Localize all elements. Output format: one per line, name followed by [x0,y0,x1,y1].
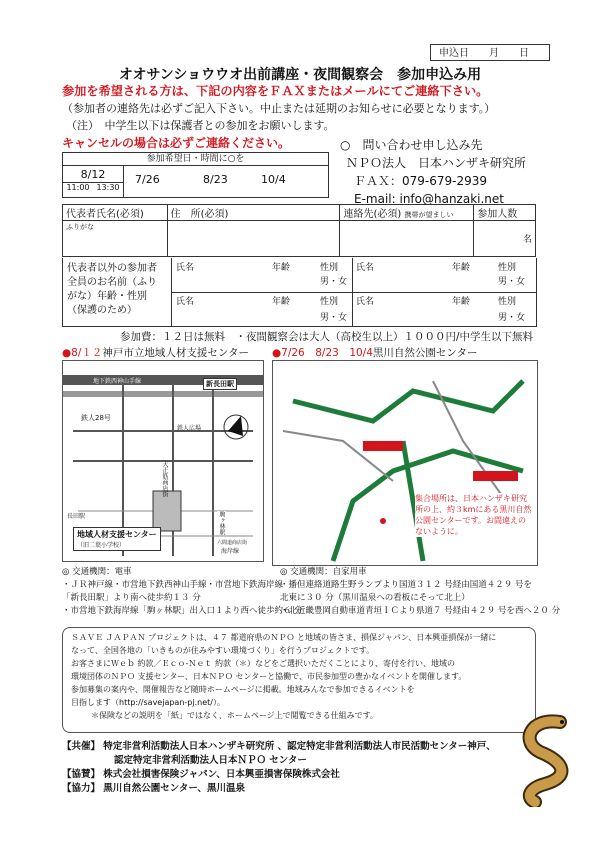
credit-sponsor: 【協賛】 株式会社損害保険ジャパン、日本興亜損害保険株式会社 [62,769,340,780]
address-field[interactable] [167,221,340,257]
save-l1: ＳＡＶＥ ＪＡＰＡＮ プロジェクトは、４７ 都道府県のＮＰＯ と地域の皆さま、損保ジャパン、日本興亜損保が一緒に [71,633,497,642]
map-kobe [62,360,264,562]
map1-center-sub: （旧二葉小学校） [77,542,126,549]
save-l5: 参加募集の案内や、開催報告など随時ホームページに掲載。地域みんなで参加できるイベントを [71,685,415,694]
map1-label-rokkenmichi: 六間道商店街 [217,540,248,546]
credits [62,740,496,796]
contact-email: E-mail: info@hanzaki.net [354,192,504,206]
credit-cooperation: 【協力】 黒川自然公園センター、黒川温泉 [62,783,246,794]
map1-center: 地域人材支援センター [77,530,157,539]
map1-label-shotengai: 大正筋商店街 [161,461,168,497]
sex-choice-1[interactable]: 男・女 [320,277,348,287]
count-unit: 名 [522,235,532,245]
access-train-l3: ・市営地下鉄海岸線「駒ヶ林駅」出入口１より西へ徒歩約６ 分 [62,606,303,616]
date-7-26[interactable]: 7/26 [135,173,160,186]
rep-name-field[interactable] [63,221,168,257]
venue1-heading [62,345,249,360]
access-train-heading: ◎ 交通機関：電車 [62,567,132,577]
venue2-name: 黒川自然公園センター [372,347,478,359]
map-kurokawa [272,360,538,566]
sex-choice-2[interactable]: 男・女 [498,277,526,287]
credit-cohost-2: 認定特定非営利活動法人日本ＮＰＯ センター [114,755,307,766]
count-header: 参加人数 [474,205,536,221]
name-label-4: 氏名 [356,297,375,307]
sex-label-3: 性別 [320,297,339,307]
notice-red: 参加を希望される方は、下記の内容をＦＡＸまたはメールにてご連絡下さい。 [62,84,489,98]
tel-field[interactable] [340,221,474,257]
dates-header: 参加希望日・時間に○を [63,153,328,166]
fee-line: 参加費：１２日は無料 ・夜間観察会は大人（高校生以上）１０００円/中学生以下無料 [120,331,534,343]
save-l2: なって、全国各地の「いきものが住みやすい環境づくり」を行うプロジェクトです。 [71,646,375,655]
application-form [62,204,536,257]
contact-org: ＮＰＯ法人 日本ハンザキ研究所 [346,156,527,170]
others-box [62,258,537,327]
age-label-2: 年齢 [452,263,471,273]
map1-label-nagata: 長田駅 [67,513,86,520]
venue2-heading [272,345,478,360]
tel-note: 携帯が望ましい [404,211,454,219]
map1-station: 新長田駅 [203,378,237,390]
age-label-1: 年齢 [272,263,291,273]
sex-choice-3[interactable]: 男・女 [320,313,348,323]
credit-cohost: 【共催】 特定非営利活動法人日本ハンザキ研究所 、認定特定非営利活動法人市民活動センター神戸、 [62,741,496,752]
map1-center-label [73,527,161,551]
save-l3: お客さまにＷｅｂ 約款／Ｅｃｏ-Ｎｅｔ 約款（＊）などをご選択いただくことにより、寄付を行い、地域の [71,659,455,668]
access-car-heading: ◎ 交通機関：自家用車 [280,567,367,577]
name-label-2: 氏名 [356,263,375,273]
venue2-date: ●7/26 8/23 10/4 [272,347,373,359]
venue1-date: ●8/１２ [62,347,103,359]
contact-fax: ＦＡＸ：079-679-2939 [354,174,488,188]
name-label-1: 氏名 [176,263,195,273]
save-l7: ＊保険などの説明を「紙」ではなく、ホームページ上で閲覧できる仕組みです。 [91,711,379,720]
access-train [62,566,303,618]
contact-block [340,136,526,208]
age-label-3: 年齢 [272,297,291,307]
date-10-4[interactable]: 10/4 [261,173,286,186]
notice-contact: （参加者の連絡先は必ずご記入下さい。中止または延期のお知らせに必要となります。） [62,102,496,115]
access-car-l1: ・播但連絡道路生野ランプより国道３１２ 号経由国道４２９ 号を [280,580,532,590]
receipt-date-label: 申込日 月 日 [439,48,529,59]
date-8-23[interactable]: 8/23 [203,173,228,186]
date-8-12[interactable]: 8/12 [80,168,106,181]
map1-label-seishin: 地下鉄西神山手線 [93,378,142,385]
salamander-illustration [510,712,582,807]
contact-heading: ○ 問い合わせ申し込み先 [340,138,483,152]
access-train-l2: 「新長田駅」より南へ徒歩約１３ 分 [62,593,201,603]
notice-minor: （注） 中学生以下は保護者との参加をお願いします。 [66,119,335,132]
map2-note: 集合場所は、日本ハンザキ研究所の上、約３kmにある黒川自然公園センターです。お間違えのないように。 [415,494,532,536]
age-label-4: 年齢 [452,297,471,307]
furigana-label: ふりがな [66,223,94,231]
sex-label-2: 性別 [498,263,517,273]
access-train-l1: ・ＪＲ神戸線・市営地下鉄西神山手線・市営地下鉄海岸線 [62,580,284,590]
map1-label-plaza: 鉄人広場 [177,425,202,432]
others-label: 代表者以外の参加者全員のお名前（ふりがな）年齢・性別（保護のため） [67,263,157,316]
access-car [280,566,560,618]
name-label-3: 氏名 [176,297,195,307]
save-l6: 目指します（http://savejapan-pj.net/）。 [71,698,225,707]
access-car-l3: ・北近畿豊岡自動車道青垣ＩＣより県道７ 号経由４２９ 号を西へ２０ 分 [280,606,561,616]
sex-label-4: 性別 [498,297,517,307]
map1-label-tetsujin: 鉄人28号 [81,414,111,422]
address-header: 住 所(必須) [167,205,340,221]
time-1330[interactable]: 13:30 [96,183,120,192]
sex-label-1: 性別 [320,263,339,273]
save-japan-box [62,627,536,733]
map1-label-komagabayashi: 駒ヶ林駅 [218,511,225,535]
time-1100[interactable]: 11:00 [66,183,90,192]
notice-cancel: キャンセルの場合は必ずご連絡ください。 [62,136,291,150]
access-car-l2: 北東に３０ 分（黒川温泉への看板にそって北上） [280,593,470,603]
rep-name-header: 代表者氏名(必須) [63,205,168,221]
receipt-date-box [430,44,550,61]
sex-choice-4[interactable]: 男・女 [498,313,526,323]
page-title: オオサンショウウオ出前講座・夜間観察会 参加申込み用 [118,67,482,83]
map1-label-kaigan: 海岸線 [221,548,240,555]
tel-header: 連絡先(必須) [343,209,402,220]
venue1-name: 神戸市立地域人材支援センター [102,347,249,359]
count-field[interactable] [474,221,536,257]
dates-box [62,152,329,198]
save-l4: 環境団体のＮＰＯ 支援センター、日本ＮＰＯ センターと協働で、市民参加型の豊かなイベントを開催します。 [71,672,467,681]
